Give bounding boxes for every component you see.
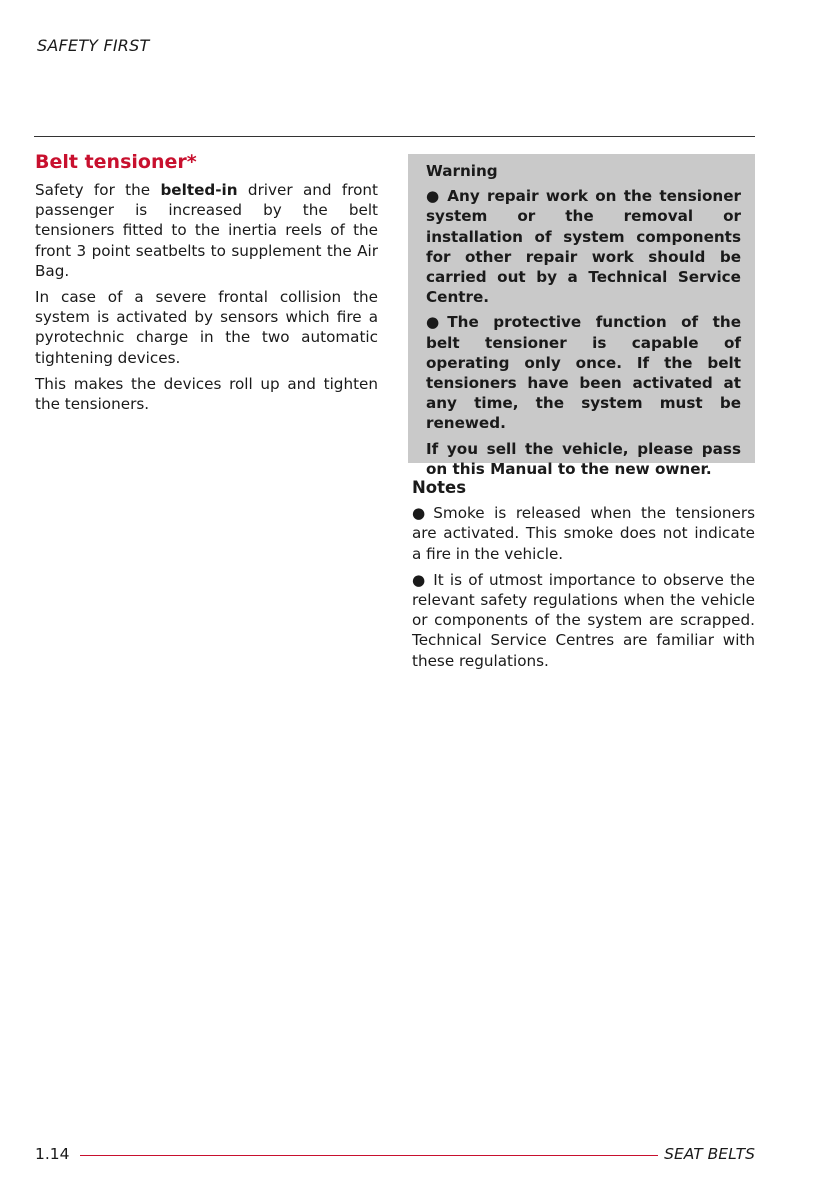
paragraph-3: This makes the devices roll up and tighten the tensioners. <box>35 374 378 414</box>
notes-item-2 <box>412 570 755 671</box>
left-column <box>35 150 378 420</box>
bullet-icon: ● <box>426 313 440 332</box>
header-divider <box>34 136 755 137</box>
warning-item-1-text: Any repair work on the tensioner system or the removal or installation of system components for other repair work should be carried out by a Technical Service Centre. <box>426 187 741 307</box>
paragraph-2: In case of a severe frontal collision the system is activated by sensors which fire a pyrotechnic charge in the two automatic tightening devices. <box>35 288 378 367</box>
bullet-icon: ● <box>426 187 440 206</box>
notes-title: Notes <box>412 478 467 497</box>
section-heading: Belt tensioner* <box>35 151 197 173</box>
warning-title: Warning <box>426 162 498 180</box>
warning-box <box>408 154 755 478</box>
warning-item-2 <box>426 312 741 433</box>
warning-item-2-text: The protective function of the belt tensioner is capable of operating only once. If the belt tensioners have been activated at any time, the system must be renewed. <box>426 313 741 433</box>
notes-item-1-text: Smoke is released when the tensioners are activated. This smoke does not indicate a fire in the vehicle. <box>412 504 755 563</box>
paragraph-1-start: Safety for the <box>35 181 161 199</box>
footer-section-title: SEAT BELTS <box>664 1145 755 1163</box>
notes-item-1 <box>412 503 755 564</box>
notes-item-2-text: It is of utmost importance to observe the relevant safety regulations when the vehicle or components of the system are scrapped. Technical Service Centres are familiar with these regulations. <box>412 570 755 670</box>
page-number: 1.14 <box>35 1145 70 1163</box>
warning-note: If you sell the vehicle, please pass on this Manual to the new owner. <box>426 439 741 478</box>
bullet-icon: ● <box>412 570 426 589</box>
warning-item-1 <box>426 186 741 307</box>
paragraph-1-bold: belted-in <box>160 181 238 199</box>
bullet-icon: ● <box>412 504 426 523</box>
paragraph-1-end: driver and front passenger is increased by the belt tensioners fitted to the inertia reels of the front 3 point seatbelts to supplement the Air Bag. <box>35 181 378 280</box>
footer-divider <box>80 1155 658 1156</box>
page-header-title: SAFETY FIRST <box>37 36 150 55</box>
paragraph-1 <box>35 180 378 281</box>
notes-section <box>412 478 755 677</box>
